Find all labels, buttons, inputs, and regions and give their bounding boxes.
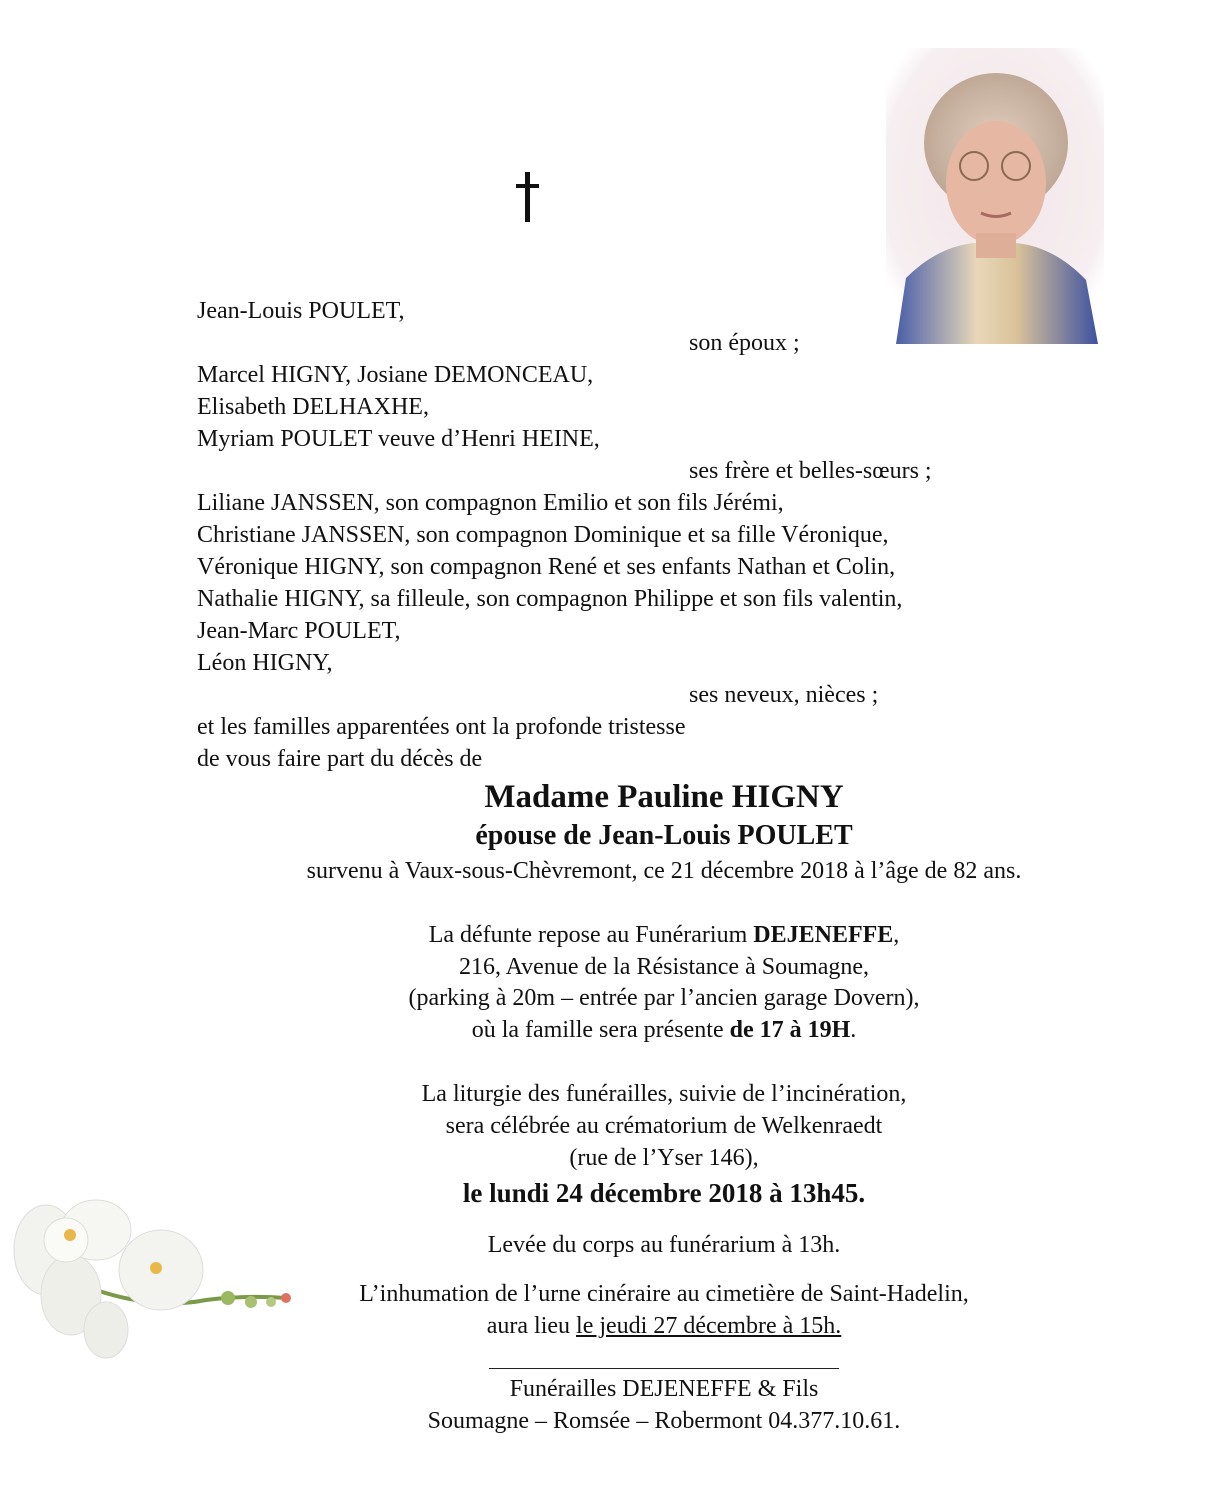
rest-text: La défunte repose au Funérarium	[428, 922, 754, 948]
sibling-line: Elisabeth DELHAXHE,	[197, 394, 429, 420]
ceremony-line: sera célébrée au crématorium de Welkenraedt	[445, 1113, 883, 1139]
sibling-line: Marcel HIGNY, Josiane DEMONCEAU,	[197, 362, 594, 388]
funerarium-name: DEJENEFFE	[753, 922, 894, 948]
nephew-line: Léon HIGNY,	[197, 650, 333, 676]
ceremony-date: le lundi 24 décembre 2018 à 13h45.	[462, 1178, 866, 1208]
burial-line: L’inhumation de l’urne cinéraire au cimetière de Saint-Hadelin,	[359, 1281, 969, 1307]
rest-line-4	[0, 1016, 1214, 1044]
siblings-role: ses frère et belles-sœurs ;	[689, 458, 932, 484]
funeral-contact: Soumagne – Romsée – Robermont 04.377.10.61.	[427, 1408, 901, 1434]
nephew-line: Nathalie HIGNY, sa filleule, son compagnon Philippe et son fils valentin,	[197, 586, 903, 612]
levee-line: Levée du corps au funérarium à 13h.	[487, 1232, 841, 1258]
burial-text: aura lieu	[486, 1313, 577, 1339]
rest-parking: (parking à 20m – entrée par l’ancien garage Dovern),	[408, 985, 920, 1011]
cross-icon	[512, 172, 544, 222]
announce-line: et les familles apparentées ont la profonde tristesse	[197, 714, 686, 740]
visiting-hours: de 17 à 19H	[729, 1017, 851, 1043]
rest-text: ,	[893, 922, 900, 948]
deceased-name: Madame Pauline HIGNY	[484, 779, 844, 815]
deceased-spouse: épouse de Jean-Louis POULET	[475, 820, 853, 851]
portrait-photo	[886, 48, 1104, 344]
rest-line-1	[0, 921, 1214, 949]
sibling-line: Myriam POULET veuve d’Henri HEINE,	[197, 426, 600, 452]
death-details: survenu à Vaux-sous-Chèvremont, ce 21 décembre 2018 à l’âge de 82 ans.	[306, 858, 1022, 884]
nephew-line: Liliane JANSSEN, son compagnon Emilio et son fils Jérémi,	[197, 490, 784, 516]
rest-address: 216, Avenue de la Résistance à Soumagne,	[458, 954, 870, 980]
nephew-line: Christiane JANSSEN, son compagnon Dominique et sa fille Véronique,	[197, 522, 889, 548]
nephews-role: ses neveux, nièces ;	[689, 682, 879, 708]
spouse-role: son époux ;	[689, 330, 800, 356]
announce-line: de vous faire part du décès de	[197, 746, 483, 772]
rest-text: où la famille sera présente	[471, 1017, 730, 1043]
nephew-line: Véronique HIGNY, son compagnon René et ses enfants Nathan et Colin,	[197, 554, 896, 580]
rest-text: .	[850, 1017, 857, 1043]
spouse-name: Jean-Louis POULET,	[197, 298, 405, 324]
separator-line	[489, 1368, 839, 1369]
nephew-line: Jean-Marc POULET,	[197, 618, 401, 644]
ceremony-line: (rue de l’Yser 146),	[569, 1145, 759, 1171]
ceremony-line: La liturgie des funérailles, suivie de l’incinération,	[421, 1081, 907, 1107]
orchid-image	[6, 1180, 296, 1365]
burial-date: le jeudi 27 décembre à 15h.	[576, 1313, 842, 1339]
funeral-company: Funérailles DEJENEFFE & Fils	[509, 1376, 819, 1402]
